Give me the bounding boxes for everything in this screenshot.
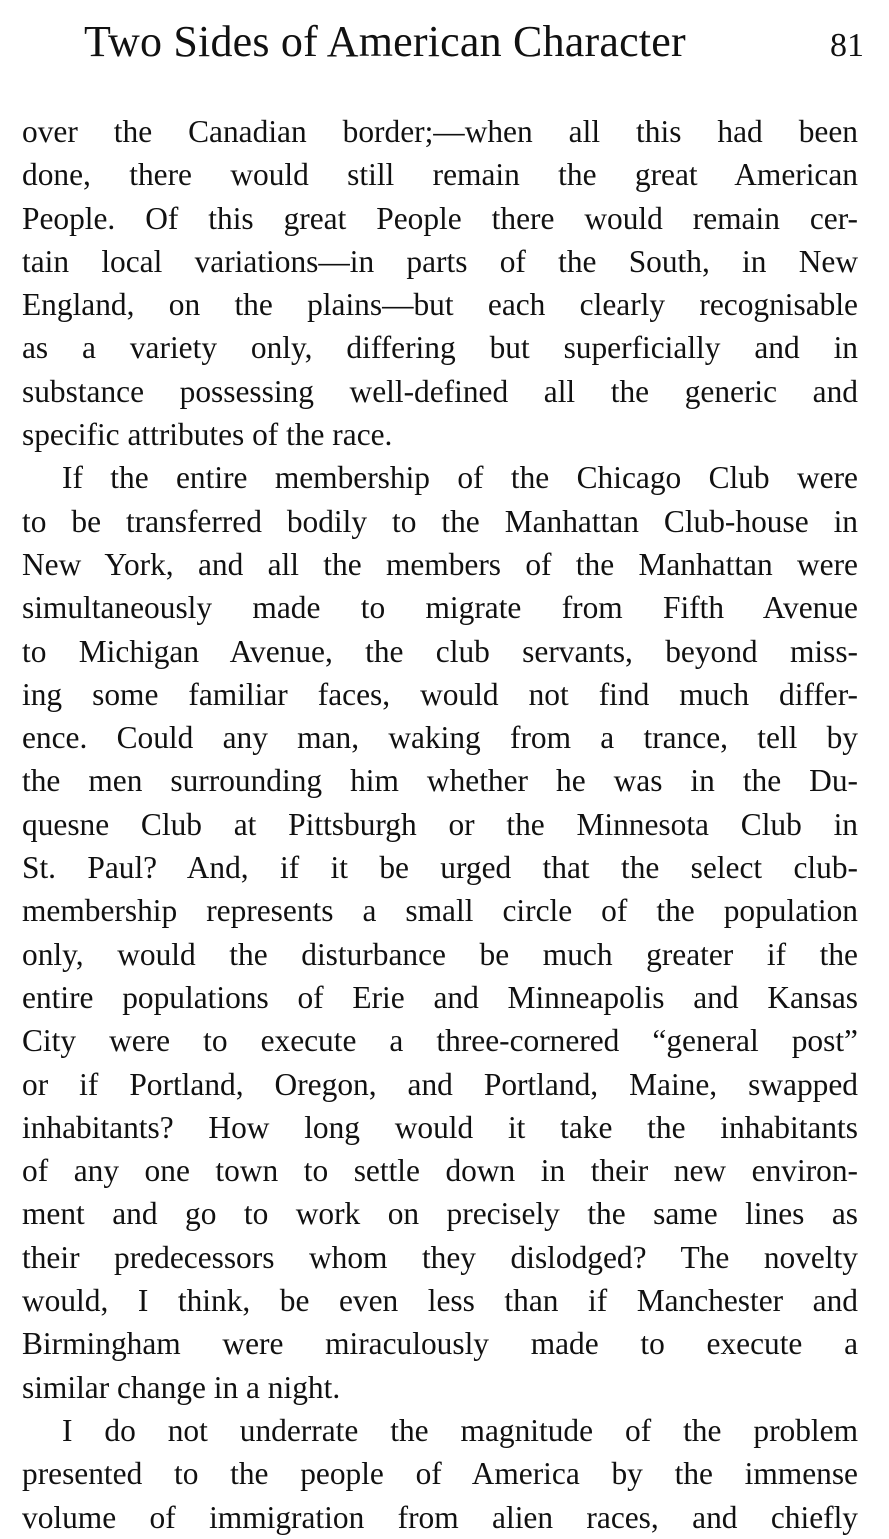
paragraph-1 <box>22 110 858 456</box>
text-line: ence. Could any man, waking from a trance, tell by <box>22 720 858 756</box>
text-line: membership represents a small circle of the population <box>22 893 858 929</box>
text-line: volume of immigration from alien races, and chiefly <box>22 1499 858 1535</box>
paragraph-3 <box>22 1409 858 1539</box>
text-line: I do not underrate the magnitude of the problem <box>62 1412 858 1448</box>
body-text <box>22 110 858 1539</box>
text-line: over the Canadian border;—when all this had been <box>22 114 858 149</box>
text-line: People. Of this great People there would remain cer- <box>22 200 858 236</box>
text-line: City were to execute a three-cornered “general post” <box>22 1023 858 1059</box>
text-line: only, would the disturbance be much greater if the <box>22 936 858 972</box>
text-line: St. Paul? And, if it be urged that the select club- <box>22 850 858 886</box>
text-line: done, there would still remain the great American <box>22 157 858 193</box>
text-line: New York, and all the members of the Manhattan were <box>22 546 858 582</box>
running-head <box>84 14 864 70</box>
text-line: Birmingham were miraculously made to execute a <box>22 1326 858 1362</box>
text-line: would, I think, be even less than if Manchester and <box>22 1283 858 1319</box>
text-line: of any one town to settle down in their new environ- <box>22 1153 858 1189</box>
text-line: ment and go to work on precisely the same lines as <box>22 1196 858 1232</box>
text-line: ing some familiar faces, would not find much differ- <box>22 676 858 712</box>
text-line: or if Portland, Oregon, and Portland, Maine, swapped <box>22 1066 858 1102</box>
text-line: simultaneously made to migrate from Fifth Avenue <box>22 590 858 626</box>
text-line: quesne Club at Pittsburgh or the Minnesota Club in <box>22 806 858 842</box>
text-line: as a variety only, differing but superficially and in <box>22 330 858 366</box>
text-line: their predecessors whom they dislodged? The novelty <box>22 1239 858 1275</box>
text-line: inhabitants? How long would it take the inhabitants <box>22 1109 858 1145</box>
text-line: specific attributes of the race. <box>22 417 393 453</box>
text-line: presented to the people of America by the immense <box>22 1456 858 1492</box>
text-line: to be transferred bodily to the Manhattan Club-house in <box>22 503 858 539</box>
text-line: entire populations of Erie and Minneapolis and Kansas <box>22 979 858 1015</box>
paragraph-2 <box>22 456 858 1409</box>
page-number: 81 <box>830 27 864 64</box>
text-line: If the entire membership of the Chicago Club were <box>62 460 858 496</box>
text-line: the men surrounding him whether he was in the Du- <box>22 763 858 799</box>
running-title: Two Sides of American Character <box>84 17 686 66</box>
text-line: to Michigan Avenue, the club servants, beyond miss- <box>22 633 858 669</box>
text-line: tain local variations—in parts of the South, in New <box>22 243 858 279</box>
text-line: similar change in a night. <box>22 1369 341 1405</box>
text-line: substance possessing well-defined all the generic and <box>22 373 858 409</box>
text-line: England, on the plains—but each clearly recognisable <box>22 287 858 323</box>
